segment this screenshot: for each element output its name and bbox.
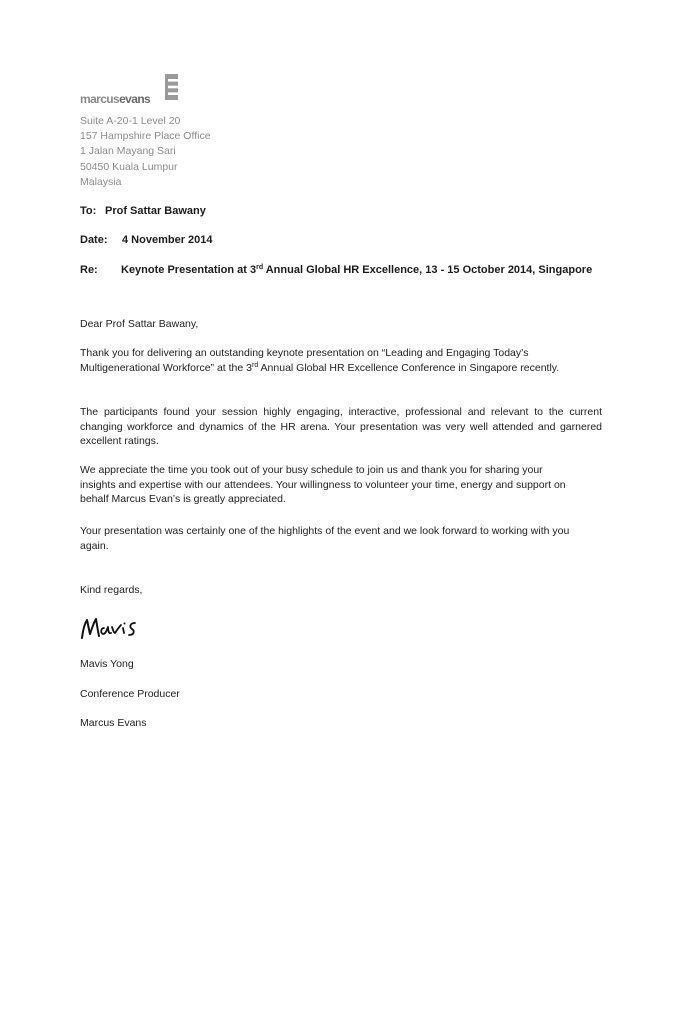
to-row [80,205,206,217]
sender-address [80,114,211,190]
to-label: To: [80,205,97,217]
address-line: Suite A-20-1 Level 20 [80,115,181,127]
paragraph-3: We appreciate the time you took out of your busy schedule to join us and thank you for sharing your insights and expertise with our attendees. Your willingness to volunteer your time, energy and support on behalf Marcus Evan’s is greatly appreciated. [80,464,566,506]
address-line: 1 Jalan Mayang Sari [80,145,176,158]
date-value: 4 November 2014 [122,234,213,246]
address-line: 157 Hampshire Place Office [80,130,211,143]
signer-name: Mavis Yong [80,658,134,670]
re-value: Keynote Presentation at 3rd Annual Global HR Excellence, 13 - 15 October 2014, Singapore [121,264,593,276]
signer-title: Conference Producer [80,688,180,700]
logo-wordmark: marcusevans [80,92,151,106]
address-line: Malaysia [80,175,122,188]
signer-company: Marcus Evans [80,717,147,729]
paragraph-1: Thank you for delivering an outstanding keynote presentation on “Leading and Engaging Today’s Multigenerational Workforce” at the 3rd Annual Global HR Excellence Conference in Singapore recently. [80,347,560,374]
salutation: Dear Prof Sattar Bawany, [80,318,199,330]
date-label: Date: [80,234,108,246]
paragraph-2: The participants found your session highly engaging, interactive, professional and relevant to the current changing workforce and dynamics of the HR arena. Your presentation was very well attended and garnered excellent ratings. [80,406,602,448]
company-logo [80,74,190,108]
re-row [80,264,592,276]
address-line: 50450 Kuala Lumpur [80,160,178,173]
handwritten-signature [80,614,144,644]
re-label: Re: [80,264,98,276]
to-value: Prof Sattar Bawany [105,205,206,217]
closing: Kind regards, [80,584,143,596]
paragraph-4: Your presentation was certainly one of the highlights of the event and we look forward to working with you again. [80,525,570,552]
logo-mark-icon [165,74,178,100]
date-row [80,234,213,246]
